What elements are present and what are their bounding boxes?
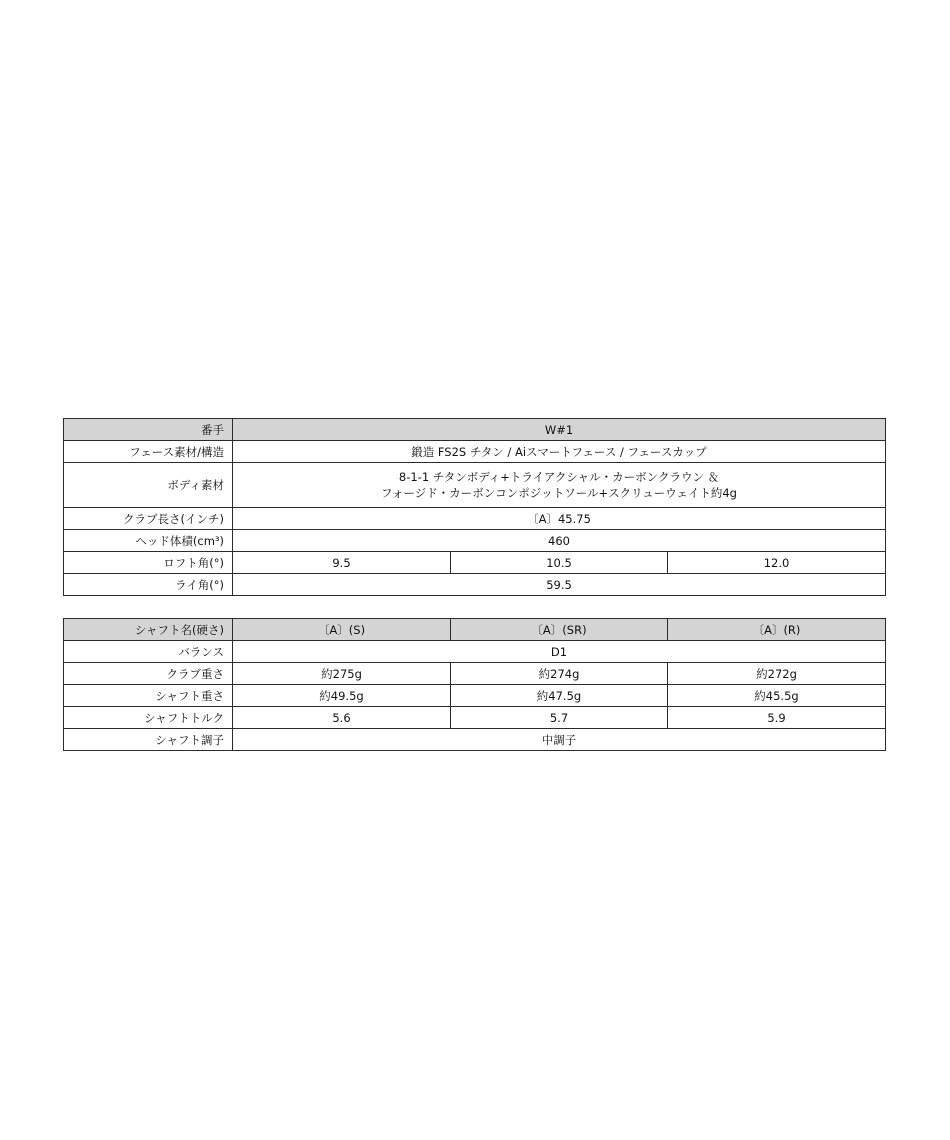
table-row bbox=[64, 463, 886, 508]
torque-value-3: 5.9 bbox=[668, 707, 886, 729]
shaft-name-value-2: 〔A〕(SR) bbox=[451, 619, 668, 641]
face-label: フェース素材/構造 bbox=[64, 441, 233, 463]
table-row bbox=[64, 419, 886, 441]
lie-value: 59.5 bbox=[233, 574, 886, 596]
number-label: 番手 bbox=[64, 419, 233, 441]
body-value bbox=[233, 463, 886, 508]
shaft-weight-value-1: 約49.5g bbox=[233, 685, 451, 707]
table-row bbox=[64, 530, 886, 552]
torque-label: シャフトトルク bbox=[64, 707, 233, 729]
table-row bbox=[64, 619, 886, 641]
table-row bbox=[64, 552, 886, 574]
shaft-spec-table bbox=[63, 618, 886, 751]
club-weight-label: クラブ重さ bbox=[64, 663, 233, 685]
table-row bbox=[64, 441, 886, 463]
table-row bbox=[64, 707, 886, 729]
table-row bbox=[64, 508, 886, 530]
body-value-line2: フォージド・カーボンコンポジットソール+スクリューウェイト約4g bbox=[381, 486, 737, 500]
shaft-weight-value-2: 約47.5g bbox=[451, 685, 668, 707]
loft-value-3: 12.0 bbox=[668, 552, 886, 574]
volume-value: 460 bbox=[233, 530, 886, 552]
head-spec-table bbox=[63, 418, 886, 596]
table-row bbox=[64, 685, 886, 707]
loft-value-2: 10.5 bbox=[451, 552, 668, 574]
loft-label: ロフト角(°) bbox=[64, 552, 233, 574]
body-label: ボディ素材 bbox=[64, 463, 233, 508]
length-value: 〔A〕45.75 bbox=[233, 508, 886, 530]
club-weight-value-2: 約274g bbox=[451, 663, 668, 685]
number-value: W#1 bbox=[233, 419, 886, 441]
loft-value-1: 9.5 bbox=[233, 552, 451, 574]
torque-value-1: 5.6 bbox=[233, 707, 451, 729]
volume-label: ヘッド体積(cm³) bbox=[64, 530, 233, 552]
shaft-name-value-1: 〔A〕(S) bbox=[233, 619, 451, 641]
shaft-name-value-3: 〔A〕(R) bbox=[668, 619, 886, 641]
torque-value-2: 5.7 bbox=[451, 707, 668, 729]
face-value: 鍛造 FS2S チタン / Aiスマートフェース / フェースカップ bbox=[233, 441, 886, 463]
body-value-line1: 8-1-1 チタンボディ+トライアクシャル・カーボンクラウン ＆ bbox=[398, 470, 720, 484]
shaft-weight-value-3: 約45.5g bbox=[668, 685, 886, 707]
table-row bbox=[64, 663, 886, 685]
club-weight-value-3: 約272g bbox=[668, 663, 886, 685]
length-label: クラブ長さ(インチ) bbox=[64, 508, 233, 530]
balance-value: D1 bbox=[233, 641, 886, 663]
kick-point-label: シャフト調子 bbox=[64, 729, 233, 751]
shaft-name-label: シャフト名(硬さ) bbox=[64, 619, 233, 641]
table-row bbox=[64, 641, 886, 663]
table-row bbox=[64, 574, 886, 596]
club-weight-value-1: 約275g bbox=[233, 663, 451, 685]
kick-point-value: 中調子 bbox=[233, 729, 886, 751]
lie-label: ライ角(°) bbox=[64, 574, 233, 596]
balance-label: バランス bbox=[64, 641, 233, 663]
table-row bbox=[64, 729, 886, 751]
shaft-weight-label: シャフト重さ bbox=[64, 685, 233, 707]
